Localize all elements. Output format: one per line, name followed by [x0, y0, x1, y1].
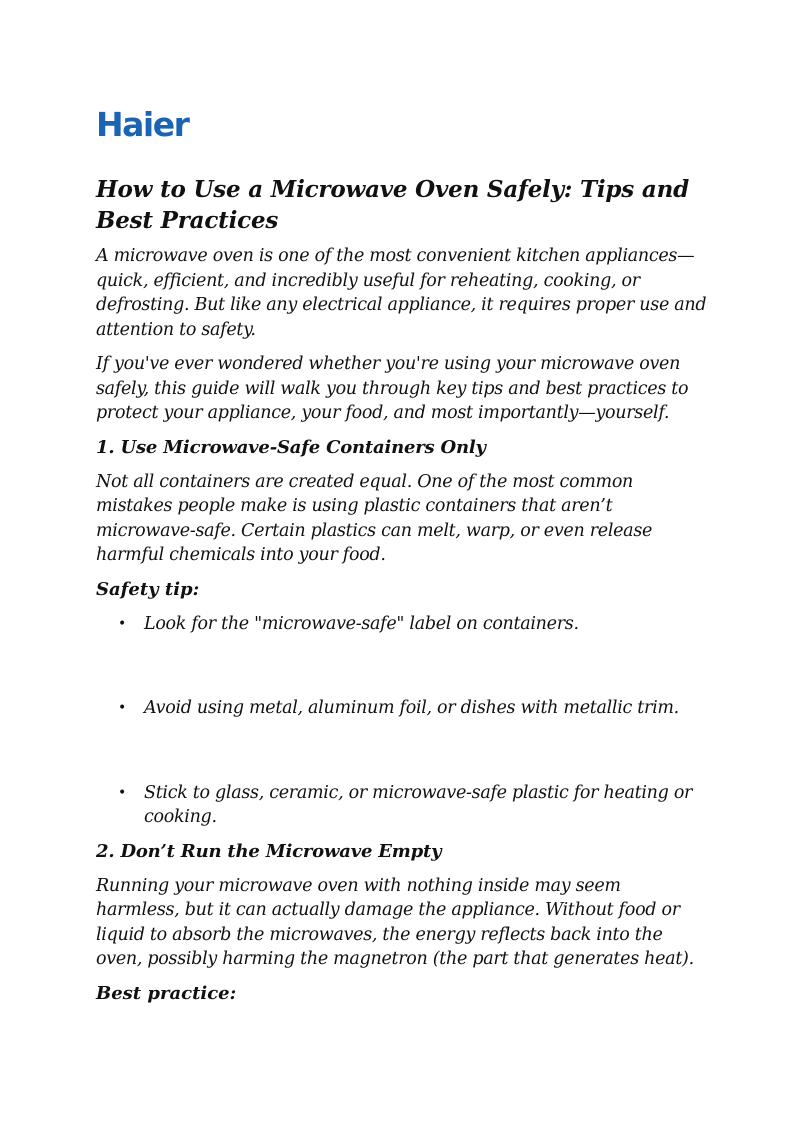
intro-paragraph: A microwave oven is one of the most convenient kitchen appliances—quick, efficient, and incredibly useful for reheating, cooking, or defrosting. But like any electrical appliance, it requires proper use and attention to safety. [96, 246, 707, 340]
haier-logo: Haier [96, 105, 189, 144]
safety-tip-label: Safety tip: [96, 578, 200, 600]
intro-paragraph: If you've ever wondered whether you're using your microwave oven safely, this guide will walk you through key tips and best practices to protect your appliance, your food, and most importantly—yourself. [96, 354, 689, 423]
bullet-icon: • [118, 784, 126, 801]
list-item-text: Avoid using metal, aluminum foil, or dishes with metallic trim. [144, 698, 679, 718]
list-item-text: Look for the "microwave-safe" label on containers. [144, 613, 579, 634]
bullet-icon: • [118, 615, 126, 632]
list-item [96, 781, 708, 830]
section-paragraph: Not all containers are created equal. One of the most common mistakes people make is using plastic containers that aren’t microwave-safe. Certain plastics can melt, warp, or even release harmful chemicals into your food. [96, 471, 653, 565]
section-heading: 2. Don’t Run the Microwave Empty [96, 840, 442, 862]
article-title: How to Use a Microwave Oven Safely: Tips and Best Practices [96, 176, 689, 234]
best-practice-label: Best practice: [96, 982, 237, 1004]
list-item [96, 696, 708, 721]
section-heading: 1. Use Microwave-Safe Containers Only [96, 436, 486, 458]
safety-tip-list [96, 612, 708, 830]
list-item [96, 612, 708, 637]
bullet-icon: • [118, 700, 126, 716]
document-page [96, 105, 708, 1016]
section-paragraph: Running your microwave oven with nothing inside may seem harmless, but it can actually damage the appliance. Without food or liquid to absorb the microwaves, the energy reflects back into the oven, possibly harming the magnetron (the part that generates heat). [96, 875, 694, 969]
list-item-text: Stick to glass, ceramic, or microwave-safe plastic for heating or cooking. [144, 782, 693, 827]
